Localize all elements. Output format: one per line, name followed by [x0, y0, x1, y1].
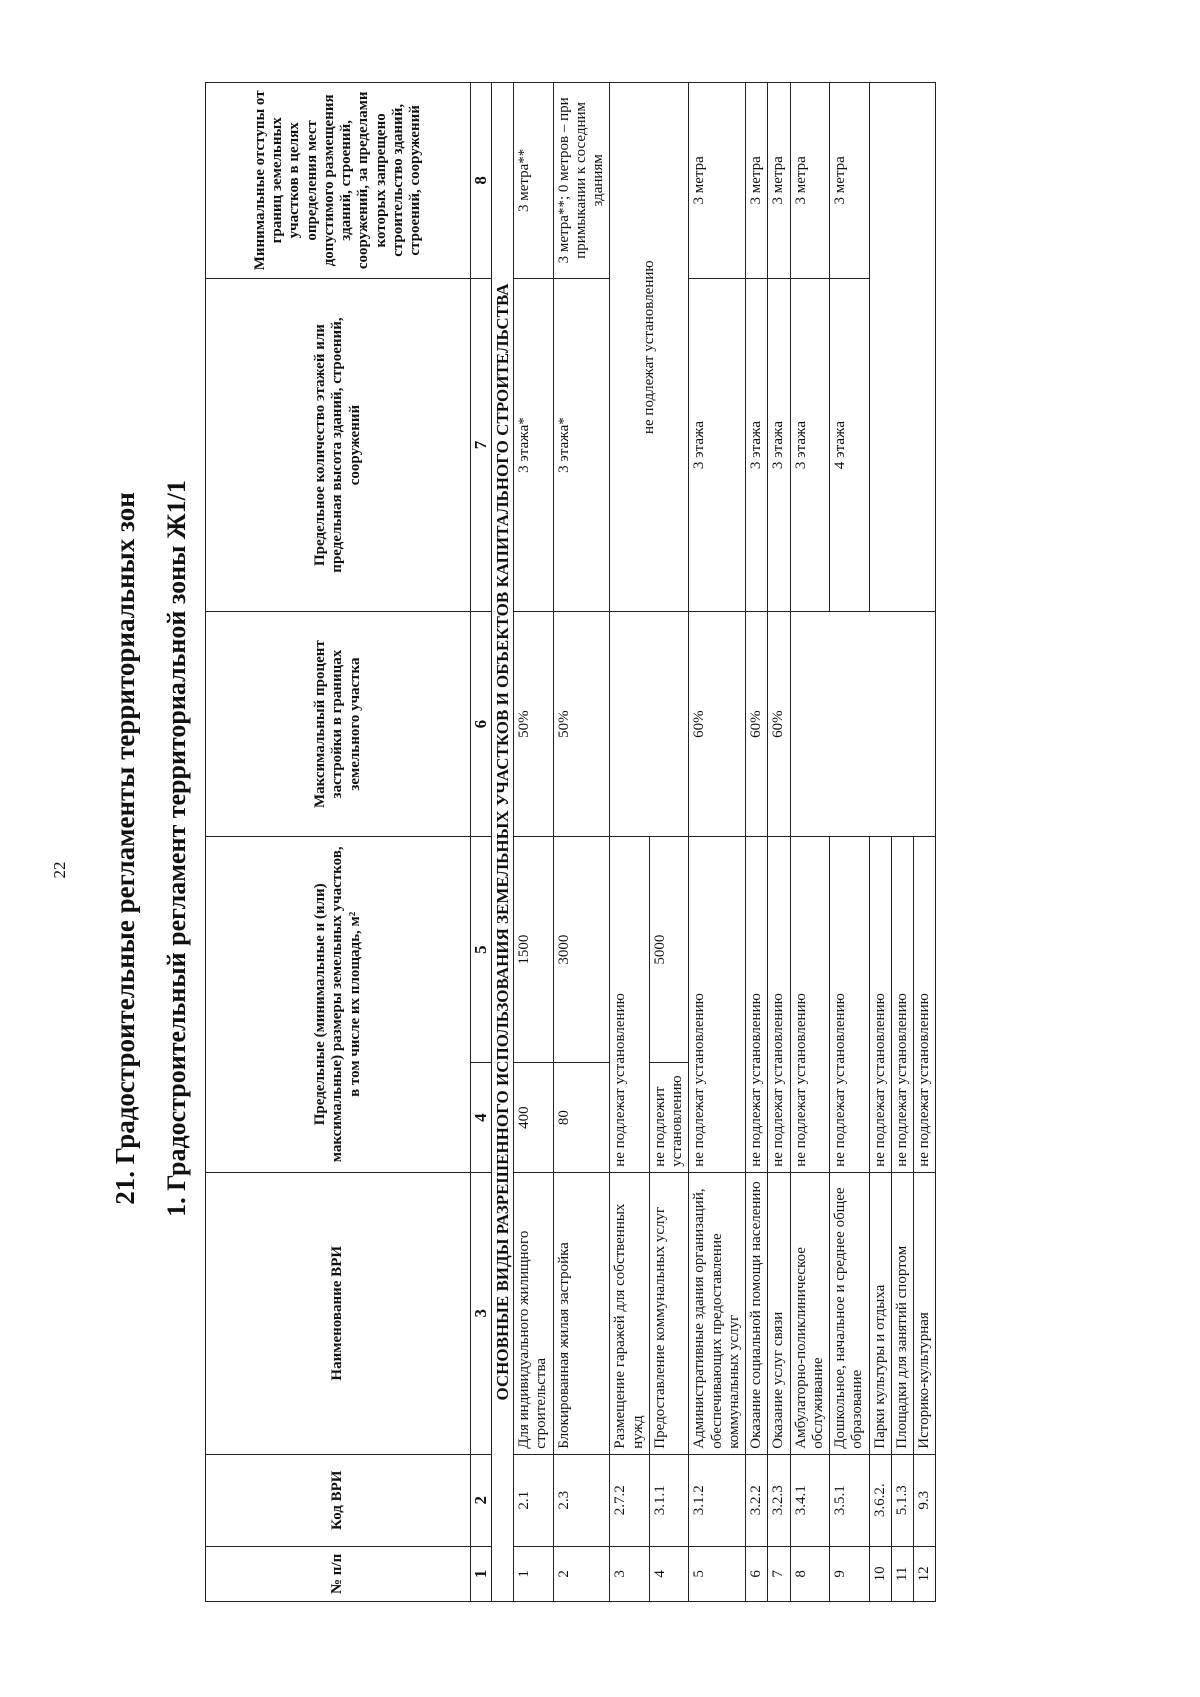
vri-name: Для индивидуального жилищного строительства [514, 1172, 554, 1454]
vri-code: 3.2.3 [768, 1454, 790, 1546]
row-number: 12 [914, 1546, 936, 1601]
build-percent: 50% [553, 612, 610, 836]
vri-name: Парки культуры и отдыха [869, 1172, 891, 1454]
vri-code: 2.7.2 [610, 1454, 650, 1546]
vri-name: Дошкольное, начальное и среднее общее образование [830, 1172, 870, 1454]
vri-name: Историко-культурная [914, 1172, 936, 1454]
area-not-set: не подлежат установлению [830, 836, 870, 1172]
header-row [206, 83, 471, 1602]
zone-title: 1. Градостроительный регламент территориальной зоны Ж1/1 [162, 480, 191, 1217]
vri-name: Оказание социальной помощи населению [746, 1172, 768, 1454]
vri-code: 9.3 [914, 1454, 936, 1546]
col-number: 6 [471, 612, 492, 836]
vri-code: 3.5.1 [830, 1454, 870, 1546]
vri-code: 3.1.2 [689, 1454, 746, 1546]
area-not-set: не подлежат установлению [914, 836, 936, 1172]
section-heading: ОСНОВНЫЕ ВИДЫ РАЗРЕШЕННОГО ИСПОЛЬЗОВАНИЯ ЗЕМЕЛЬНЫХ УЧАСТКОВ И ОБЪЕКТОВ КАПИТАЛЬНОГО СТРОИТЕЛЬСТВА [491, 83, 514, 1602]
vri-code: 3.4.1 [790, 1454, 830, 1546]
vri-name: Амбулаторно-поликлиническое обслуживание [790, 1172, 830, 1454]
floor-limit: 3 этажа* [553, 278, 610, 612]
row-number: 10 [869, 1546, 891, 1601]
header-setback: Минимальные отступы от границ земельных участков в целях определения мест допустимого размещения зданий, строений, сооружений, за пределами которых запрещено строительство зданий, строений, сооружений [206, 83, 471, 279]
vri-name: Оказание услуг связи [768, 1172, 790, 1454]
col-number: 8 [471, 83, 492, 279]
setback: 3 метра [830, 83, 870, 279]
merged-empty-cell [869, 83, 936, 612]
col-number: 4 [471, 1063, 492, 1172]
vri-code: 2.3 [553, 1454, 610, 1546]
build-percent: 60% [746, 612, 768, 836]
regulation-table [205, 82, 936, 1602]
row-number: 8 [790, 1546, 830, 1601]
row-number: 6 [746, 1546, 768, 1601]
vri-name: Предоставление коммунальных услуг [649, 1172, 689, 1454]
vri-code: 3.6.2. [869, 1454, 891, 1546]
col-number: 2 [471, 1454, 492, 1546]
header-percent: Максимальный процент застройки в границах земельного участка [206, 612, 471, 836]
table-row [514, 83, 554, 1602]
row-number: 9 [830, 1546, 870, 1601]
table-row [689, 83, 746, 1602]
page-number: 22 [50, 861, 69, 879]
vri-code: 3.1.1 [649, 1454, 689, 1546]
table-row [746, 83, 768, 1602]
setback: 3 метра**; 0 метров – при примыкании к соседним зданиям [553, 83, 610, 279]
floor-limit: 3 этажа [790, 278, 830, 612]
max-area: 3000 [553, 836, 610, 1063]
row-number: 11 [891, 1546, 913, 1601]
header-name: Наименование ВРИ [206, 1172, 471, 1454]
floor-limit: 3 этажа* [514, 278, 554, 612]
min-area: 80 [553, 1063, 610, 1172]
vri-name: Блокированная жилая застройка [553, 1172, 610, 1454]
vri-name: Размещение гаражей для собственных нужд [610, 1172, 650, 1454]
area-not-set: не подлежат установлению [689, 836, 746, 1172]
header-code: Код ВРИ [206, 1454, 471, 1546]
area-not-set: не подлежат установлению [768, 836, 790, 1172]
header-size: Предельные (минимальные и (или) максимальные) размеры земельных участков, в том числе их площадь, м² [206, 836, 471, 1172]
table-row [869, 83, 891, 1602]
row-number: 4 [649, 1546, 689, 1601]
vri-name: Административные здания организаций, обеспечивающих предоставление коммунальных услуг [689, 1172, 746, 1454]
vri-name: Площадки для занятий спортом [891, 1172, 913, 1454]
area-not-set: не подлежат установлению [869, 836, 891, 1172]
section-title: 21. Градостроительные регламенты территориальных зон [110, 492, 140, 1205]
table-row [768, 83, 790, 1602]
table-row [553, 83, 610, 1602]
vri-code: 2.1 [514, 1454, 554, 1546]
setback: 3 метра [689, 83, 746, 279]
table-row [830, 83, 870, 1602]
vri-code: 3.2.2 [746, 1454, 768, 1546]
merged-percent-cell [790, 612, 936, 836]
setback: 3 метра** [514, 83, 554, 279]
row-number: 7 [768, 1546, 790, 1601]
setback: 3 метра [790, 83, 830, 279]
table-row [790, 83, 830, 1602]
max-area: 5000 [649, 836, 689, 1063]
max-area: 1500 [514, 836, 554, 1063]
floor-limit: 3 этажа [689, 278, 746, 612]
setback: 3 метра [768, 83, 790, 279]
floor-limit: 4 этажа [830, 278, 870, 612]
section-row [491, 83, 514, 1602]
header-num: № п/п [206, 1546, 471, 1601]
build-percent: 60% [689, 612, 746, 836]
row-number: 3 [610, 1546, 650, 1601]
min-area: 400 [514, 1063, 554, 1172]
row-number: 1 [514, 1546, 554, 1601]
setback: 3 метра [746, 83, 768, 279]
merged-params-cell [610, 612, 689, 836]
params-not-set: не подлежат установлению [610, 83, 689, 612]
build-percent: 50% [514, 612, 554, 836]
area-not-set: не подлежат установлению [790, 836, 830, 1172]
area-not-set: не подлежат установлению [746, 836, 768, 1172]
vri-code: 5.1.3 [891, 1454, 913, 1546]
col-number: 1 [471, 1546, 492, 1601]
row-number: 2 [553, 1546, 610, 1601]
row-number: 5 [689, 1546, 746, 1601]
col-number: 7 [471, 278, 492, 612]
column-number-row [471, 83, 492, 1602]
build-percent: 60% [768, 612, 790, 836]
area-not-set: не подлежат установлению [891, 836, 913, 1172]
area-not-set: не подлежат установлению [610, 836, 650, 1172]
header-floors: Предельное количество этажей или предельная высота зданий, строений, сооружений [206, 278, 471, 612]
floor-limit: 3 этажа [746, 278, 768, 612]
floor-limit: 3 этажа [768, 278, 790, 612]
min-area: не подлежит установлению [649, 1063, 689, 1172]
table-row [610, 83, 650, 1602]
col-number: 5 [471, 836, 492, 1063]
col-number: 3 [471, 1172, 492, 1454]
